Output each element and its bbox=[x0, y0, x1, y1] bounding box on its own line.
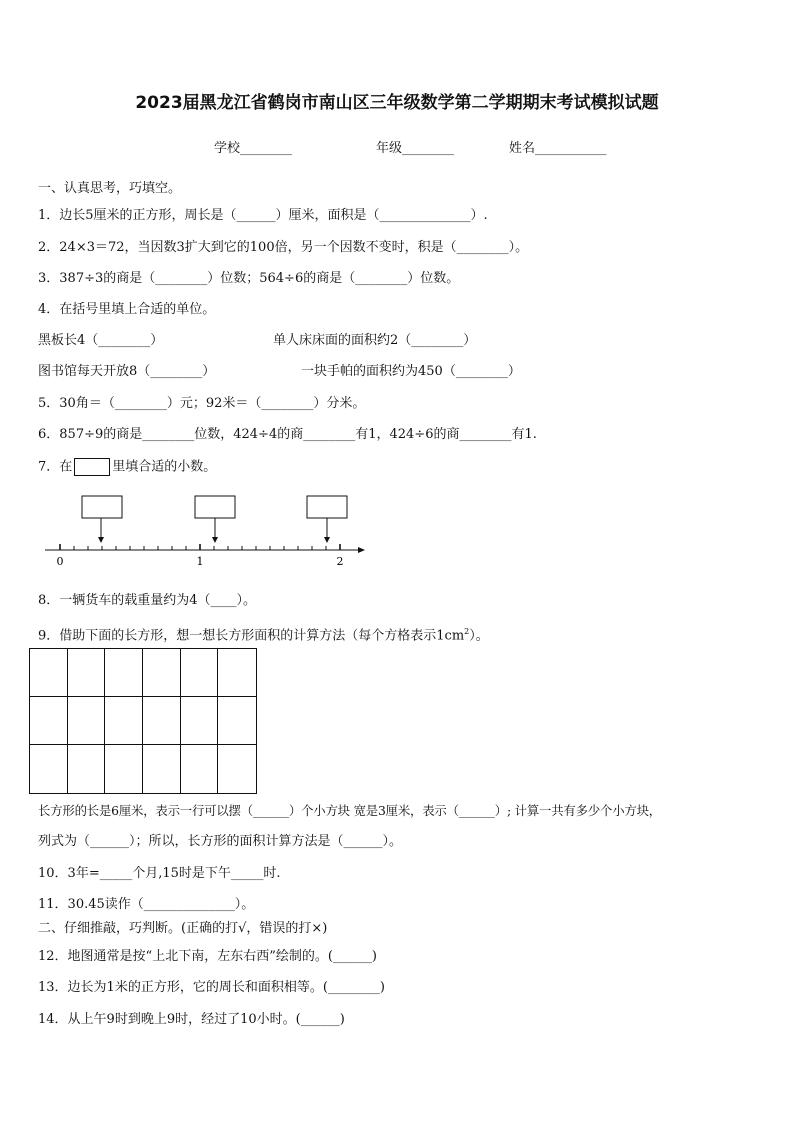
tick-label-2: 2 bbox=[336, 555, 344, 568]
answer-box-1[interactable] bbox=[82, 496, 122, 518]
tick-label-1: 1 bbox=[196, 555, 204, 568]
question-6: 6．857÷9的商是________位数，424÷4的商________有1，424÷6的商________有1. bbox=[38, 427, 537, 442]
question-4d: 一块手帕的面积约为450（________） bbox=[301, 364, 521, 379]
number-line bbox=[40, 492, 370, 572]
grid-cell bbox=[105, 697, 143, 745]
question-8: 8．一辆货车的载重量约为4（____）。 bbox=[38, 593, 257, 608]
grid-cell bbox=[30, 649, 68, 697]
question-7-suffix: 里填合适的小数。 bbox=[112, 459, 217, 475]
rectangle-grid bbox=[29, 648, 257, 794]
question-9-line-1: 长方形的长是6厘米，表示一行可以摆（______）个小方块 宽是3厘米，表示（______）; 计算一共有多少个小方块， bbox=[38, 803, 661, 818]
section-1-heading: 一、认真思考，巧填空。 bbox=[38, 181, 182, 196]
grid-cell bbox=[68, 697, 106, 745]
arrow-3-head bbox=[324, 537, 330, 543]
question-5: 5．30角＝（________）元；92米＝（________）分米。 bbox=[38, 396, 366, 411]
grid-cell bbox=[105, 745, 143, 793]
question-9-text: 9．借助下面的长方形，想一想长方形面积的计算方法（每个方格表示1cm bbox=[38, 628, 465, 644]
name-field: 姓名___________ bbox=[509, 141, 607, 156]
page-title: 2023届黑龙江省鹤岗市南山区三年级数学第二学期期末考试模拟试题 bbox=[135, 93, 659, 113]
grid-cell bbox=[143, 745, 181, 793]
question-9-line-2: 列式为（______）；所以，长方形的面积计算方法是（______）。 bbox=[38, 834, 403, 849]
answer-box-3[interactable] bbox=[307, 496, 347, 518]
grid-cell bbox=[143, 697, 181, 745]
grid-cell bbox=[30, 745, 68, 793]
question-11: 11．30.45读作（______________）。 bbox=[38, 897, 255, 912]
question-7-prefix: 7．在 bbox=[38, 459, 73, 475]
grid-cell bbox=[143, 649, 181, 697]
grid-cell bbox=[218, 745, 256, 793]
question-12: 12．地图通常是按“上北下南，左东右西”绘制的。(______) bbox=[38, 949, 377, 964]
answer-box-icon bbox=[74, 458, 110, 476]
question-9 bbox=[38, 624, 489, 644]
question-4c: 图书馆每天开放8（________） bbox=[38, 364, 216, 379]
section-2-heading: 二、仔细推敲，巧判断。(正确的打√，错误的打×) bbox=[38, 921, 328, 936]
question-10: 10．3年=_____个月,15时是下午_____时. bbox=[38, 866, 281, 881]
arrow-2-head bbox=[212, 537, 218, 543]
tick-label-0: 0 bbox=[56, 555, 64, 568]
question-1: 1．边长5厘米的正方形，周长是（______）厘米，面积是（______________）. bbox=[38, 208, 488, 223]
grid-cell bbox=[30, 697, 68, 745]
axis-arrow-icon bbox=[358, 547, 365, 553]
question-4a: 黑板长4（________） bbox=[38, 333, 164, 348]
question-2: 2．24×3＝72，当因数3扩大到它的100倍，另一个因数不变时，积是（________）。 bbox=[38, 240, 529, 255]
school-field: 学校________ bbox=[214, 141, 293, 156]
grid-cell bbox=[68, 649, 106, 697]
grade-field: 年级________ bbox=[376, 141, 455, 156]
question-3: 3．387÷3的商是（________）位数；564÷6的商是（________）位数。 bbox=[38, 271, 460, 286]
grid-cell bbox=[218, 649, 256, 697]
tick-marks bbox=[60, 544, 340, 550]
grid-cell bbox=[105, 649, 143, 697]
grid-cell bbox=[181, 649, 219, 697]
grid-cell bbox=[68, 745, 106, 793]
question-9-superscript: 2 bbox=[464, 627, 470, 636]
question-13: 13．边长为1米的正方形，它的周长和面积相等。(________) bbox=[38, 980, 385, 995]
grid-cell bbox=[181, 745, 219, 793]
arrow-1-head bbox=[98, 537, 104, 543]
answer-box-2[interactable] bbox=[195, 496, 235, 518]
question-14: 14．从上午9时到晚上9时，经过了10小时。(______) bbox=[38, 1012, 345, 1027]
question-4b: 单人床床面的面积约2（________） bbox=[273, 333, 477, 348]
grid-cell bbox=[181, 697, 219, 745]
question-7 bbox=[38, 458, 216, 476]
question-4: 4．在括号里填上合适的单位。 bbox=[38, 302, 216, 317]
grid-cell bbox=[218, 697, 256, 745]
question-9-end: ）。 bbox=[469, 628, 489, 644]
